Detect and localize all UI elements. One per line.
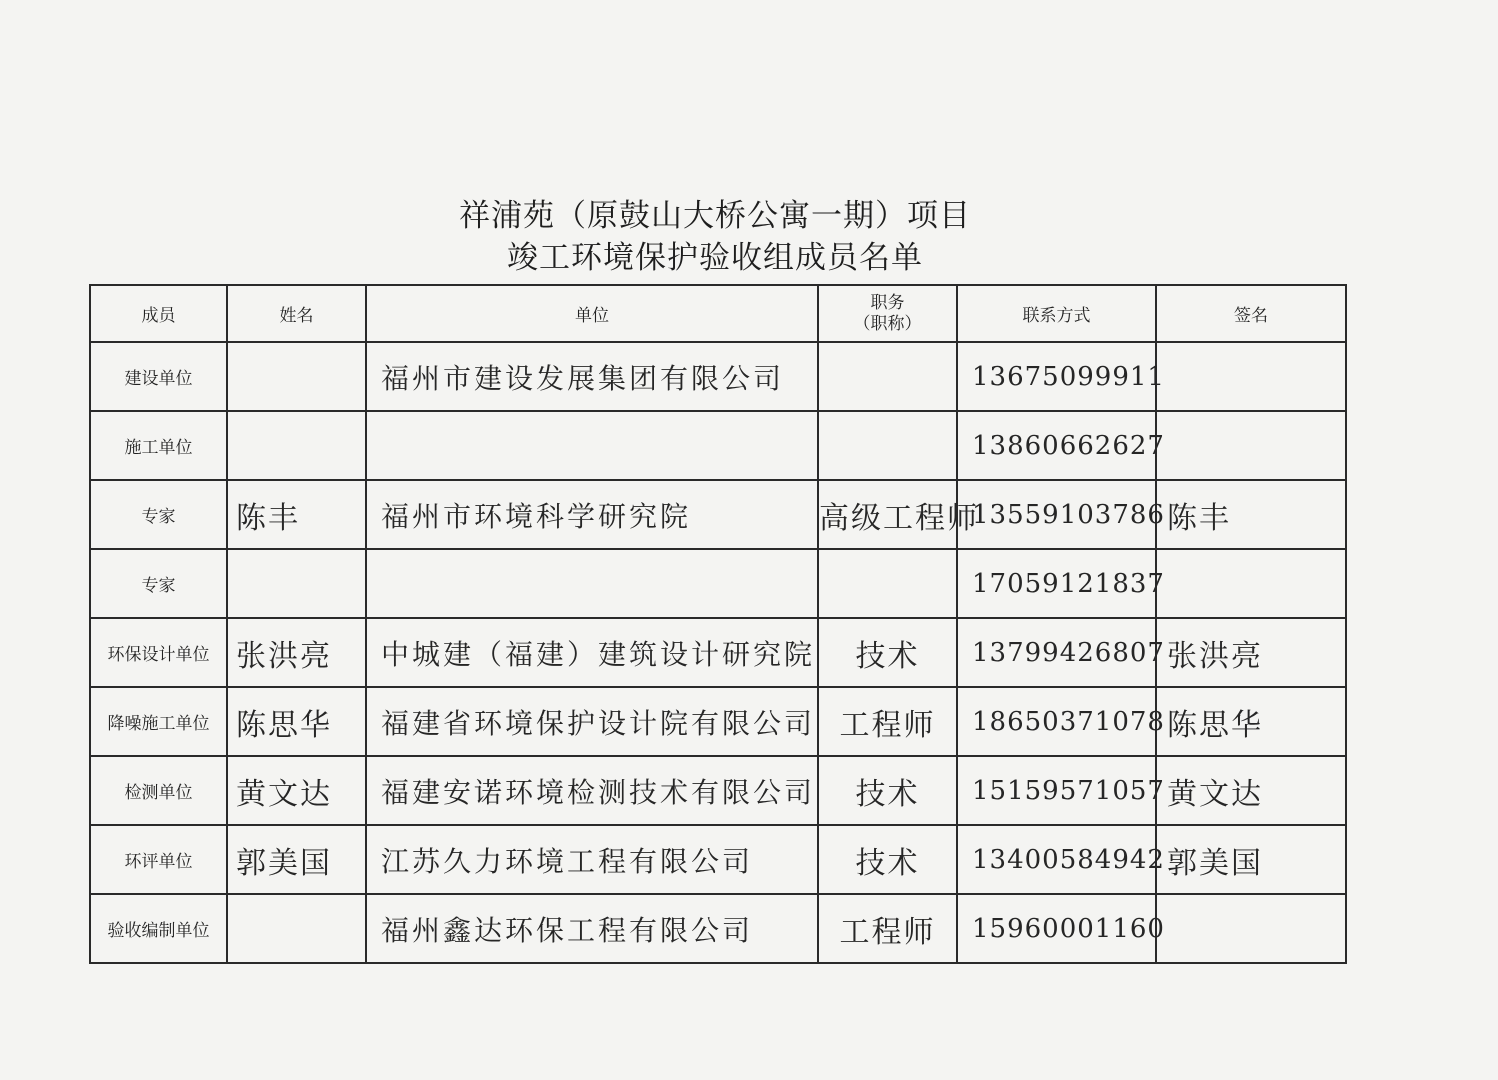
cell-signature-container [1156, 894, 1346, 963]
table-row [90, 756, 1346, 825]
table-header-row [90, 285, 1346, 342]
header-member: 成员 [90, 285, 227, 342]
cell-role-container [90, 411, 227, 480]
cell-position: 高级工程师 [819, 500, 979, 536]
cell-name: 张洪亮 [236, 638, 332, 674]
cell-name-container [227, 480, 366, 549]
cell-phone-container [957, 411, 1165, 480]
cell-position-container [818, 549, 957, 618]
cell-role-container [90, 342, 227, 411]
member-roster-table [89, 284, 1347, 964]
cell-unit: 福州市建设发展集团有限公司 [381, 361, 785, 395]
cell-phone: 18650371078 [972, 706, 1165, 737]
cell-name-container [227, 756, 366, 825]
cell-phone: 13559103786 [972, 499, 1165, 530]
cell-role-container [90, 825, 227, 894]
cell-signature-container [1156, 549, 1346, 618]
cell-role: 施工单位 [124, 438, 193, 458]
cell-name: 陈丰 [236, 500, 300, 536]
cell-signature: 张洪亮 [1167, 638, 1263, 674]
cell-unit-container [366, 618, 818, 687]
cell-phone-container [957, 342, 1165, 411]
cell-signature: 黄文达 [1167, 776, 1263, 812]
header-unit: 单位 [366, 285, 818, 342]
cell-signature-container [1156, 825, 1346, 894]
cell-signature-container [1156, 342, 1346, 411]
cell-name: 郭美国 [236, 845, 332, 881]
cell-position-container [818, 411, 957, 480]
cell-unit-container [366, 894, 818, 963]
cell-position: 工程师 [839, 914, 936, 950]
document-title-line2: 竣工环境保护验收组成员名单 [507, 240, 923, 276]
header-name: 姓名 [227, 285, 366, 342]
cell-unit-container [366, 756, 818, 825]
cell-position-container [818, 894, 957, 963]
cell-signature-container [1156, 618, 1346, 687]
cell-signature-container [1156, 480, 1346, 549]
table-row [90, 411, 1346, 480]
cell-name-container [227, 894, 366, 963]
cell-phone-container [957, 480, 1165, 549]
cell-unit-container [366, 411, 818, 480]
cell-unit: 福建安诺环境检测技术有限公司 [381, 775, 816, 809]
cell-position-container [818, 687, 957, 756]
cell-phone: 15960001160 [972, 913, 1165, 944]
cell-signature: 陈丰 [1167, 500, 1231, 536]
table-row [90, 687, 1346, 756]
cell-phone: 13400584942 [972, 844, 1165, 875]
cell-role-container [90, 618, 227, 687]
cell-signature: 陈思华 [1167, 707, 1263, 743]
cell-phone-container [957, 549, 1165, 618]
cell-role: 检测单位 [124, 783, 193, 803]
cell-position-container [818, 342, 957, 411]
document-title-line1: 祥浦苑（原鼓山大桥公寓一期）项目 [459, 198, 971, 234]
cell-position: 技术 [855, 845, 920, 881]
cell-name: 黄文达 [236, 776, 332, 812]
cell-role: 环评单位 [124, 852, 193, 872]
cell-role-container [90, 687, 227, 756]
cell-signature: 郭美国 [1167, 845, 1263, 881]
cell-role: 验收编制单位 [107, 921, 210, 941]
cell-unit-container [366, 549, 818, 618]
cell-phone: 17059121837 [972, 568, 1165, 599]
cell-unit: 福建省环境保护设计院有限公司 [381, 706, 816, 740]
cell-phone: 13799426807 [972, 637, 1165, 668]
cell-role: 建设单位 [124, 369, 193, 389]
cell-name-container [227, 549, 366, 618]
cell-unit-container [366, 480, 818, 549]
cell-position-container [818, 480, 979, 549]
cell-unit: 江苏久力环境工程有限公司 [381, 844, 754, 878]
cell-phone: 13675099911 [972, 361, 1165, 392]
cell-role-container [90, 894, 227, 963]
cell-position-container [818, 756, 957, 825]
cell-role: 专家 [141, 576, 176, 596]
cell-name-container [227, 825, 366, 894]
header-position-line2: （职称） [853, 313, 922, 334]
cell-phone-container [957, 894, 1165, 963]
cell-role: 环保设计单位 [107, 645, 210, 665]
cell-unit: 福州鑫达环保工程有限公司 [381, 913, 754, 947]
cell-phone-container [957, 618, 1165, 687]
table-row [90, 549, 1346, 618]
cell-role: 降噪施工单位 [107, 714, 210, 734]
cell-name-container [227, 342, 366, 411]
cell-signature-container [1156, 756, 1346, 825]
cell-position-container [818, 618, 957, 687]
cell-role-container [90, 756, 227, 825]
cell-phone: 15159571057 [972, 775, 1165, 806]
cell-phone-container [957, 825, 1165, 894]
cell-role-container [90, 549, 227, 618]
cell-position: 技术 [855, 638, 920, 674]
cell-signature-container [1156, 687, 1346, 756]
cell-position: 工程师 [839, 707, 936, 743]
cell-name-container [227, 618, 366, 687]
table-row [90, 825, 1346, 894]
cell-name-container [227, 411, 366, 480]
cell-signature-container [1156, 411, 1346, 480]
header-contact: 联系方式 [957, 285, 1156, 342]
cell-role-container [90, 480, 227, 549]
cell-phone: 13860662627 [972, 430, 1165, 461]
cell-role: 专家 [141, 507, 176, 527]
table-row [90, 480, 1346, 549]
table-row [90, 894, 1346, 963]
cell-unit-container [366, 342, 818, 411]
cell-name: 陈思华 [236, 707, 332, 743]
cell-phone-container [957, 687, 1165, 756]
cell-unit-container [366, 825, 818, 894]
cell-position: 技术 [855, 776, 920, 812]
cell-unit: 福州市环境科学研究院 [381, 499, 692, 533]
cell-position-container [818, 825, 957, 894]
cell-phone-container [957, 756, 1165, 825]
header-position [818, 285, 957, 342]
header-signature: 签名 [1156, 285, 1346, 342]
table-row [90, 618, 1346, 687]
table-row [90, 342, 1346, 411]
cell-name-container [227, 687, 366, 756]
cell-unit-container [366, 687, 818, 756]
header-position-line1: 职务 [870, 292, 905, 313]
cell-unit: 中城建（福建）建筑设计研究院 [381, 637, 816, 671]
